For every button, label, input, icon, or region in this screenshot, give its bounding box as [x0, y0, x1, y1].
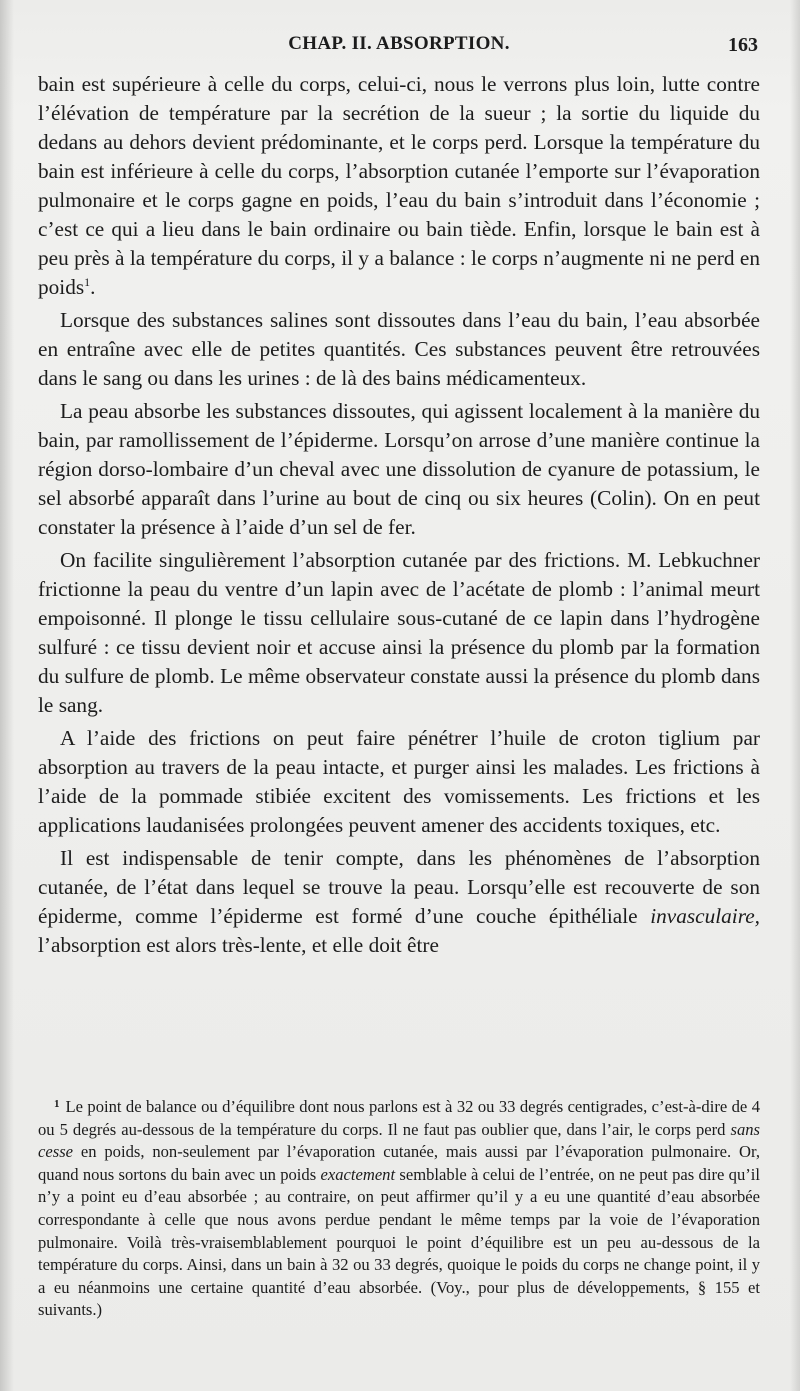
- footnote: [38, 1093, 760, 1322]
- paragraph-continued: [38, 70, 760, 302]
- paragraph-text: bain est supérieure à celle du corps, celui-ci, nous le verrons plus loin, lutte contre l’élévation de température par la secrétion de la sueur ; la sortie du liquide du dedans au dehors devient prédominante, et le corps perd. Lorsque la température du bain est inférieure à celle du corps, l’absorption cutanée l’emporte sur l’évaporation pulmonaire et le corps gagne en poids, l’eau du bain s’introduit dans l’économie ; c’est ce qui a lieu dans le bain ordinaire ou bain tiède. Enfin, lorsque le bain est à peu près à la température du corps, il y a balance : le corps n’augmente ni ne perd en poids: [38, 72, 760, 299]
- footnote-text: Le point de balance ou d’équilibre dont nous parlons est à 32 ou 33 degrés centigrades, c’est-à-dire de 4 ou 5 degrés au-dessous de la température du corps. Il ne faut pas oublier que, dans l’air, le corps perd: [38, 1097, 760, 1139]
- footnote-text: en poids, non-seulement par l’évaporation cutanée, mais aussi par l’évaporation pulmonaire. Or, quand nous sortons du bain avec un poids: [38, 1142, 760, 1184]
- paragraph-saline-substances: Lorsque des substances salines sont dissoutes dans l’eau du bain, l’eau absorbée en entraîne avec elle de petites quantités. Ces substances peuvent être retrouvées dans le sang ou dans les urines : de là des bains médicamenteux.: [38, 308, 760, 390]
- page-number: 163: [728, 34, 758, 56]
- main-text: [38, 70, 760, 964]
- paragraph-skin-state: [38, 844, 760, 960]
- footnote-mark: 1: [54, 1098, 60, 1110]
- paragraph-text: Il est indispensable de tenir compte, dans les phénomènes de l’absorption cutanée, de l’état dans lequel se trouve la peau. Lorsqu’elle est recouverte de son épiderme, comme l’épiderme est formé d’une couche épithéliale: [38, 846, 760, 928]
- paragraph-text-end: l’absorption est alors très-lente, et elle doit être: [38, 933, 439, 957]
- footnote-reference: 1: [84, 275, 91, 289]
- paragraph-end: .: [90, 275, 96, 299]
- running-title: CHAP. II. ABSORPTION.: [288, 33, 510, 54]
- footnote-text: semblable à celui de l’entrée, on ne peut pas dire qu’il n’y a point eu d’eau absorbée ; au contraire, on peut affirmer qu’il y a eu une quantité d’eau absorbée correspondante à celle que nous avons perdue pendant le même temps par la voie de l’évaporation pulmonaire. Voilà très-vraisemblablement pourquoi le point d’équilibre est un peu au-dessous de la température du corps. Ainsi, dans un bain à 32 ou 33 degrés, quoique le poids du corps ne change point, il y a eu néanmoins une certaine quantité d’eau absorbée. (Voy., pour plus de développements, § 155 et suivants.): [38, 1164, 760, 1320]
- footnote-italic: sans cesse: [38, 1119, 760, 1162]
- paragraph-croton-oil: A l’aide des frictions on peut faire pénétrer l’huile de croton tiglium par absorption au travers de la peau intacte, et purger ainsi les malades. Les frictions à l’aide de la pommade stibiée excitent des vomissements. Les frictions et les applications laudanisées prolongées peuvent amener des accidents toxiques, etc.: [38, 726, 760, 837]
- footnote-italic: exactement: [320, 1164, 396, 1184]
- italic-term: invasculaire,: [650, 904, 760, 928]
- paragraph-frictions: On facilite singulièrement l’absorption cutanée par des frictions. M. Lebkuchner frictionne la peau du ventre d’un lapin avec de l’acétate de plomb : l’animal meurt empoisonné. Il plonge le tissu cellulaire sous-cutané de ce lapin dans l’hydrogène sulfuré : ce tissu devient noir et accuse ainsi la présence du plomb par la formation du sulfure de plomb. Le même observateur constate aussi la présence du plomb dans le sang.: [38, 548, 760, 717]
- page-header: [38, 33, 760, 59]
- paragraph-dissolved-substances: La peau absorbe les substances dissoutes, qui agissent localement à la manière du bain, par ramollissement de l’épiderme. Lorsqu’on arrose d’une manière continue la région dorso-lombaire d’un cheval avec une dissolution de cyanure de potassium, le sel absorbé apparaît dans l’urine au bout de cinq ou six heures (Colin). On en peut constater la présence à l’aide d’un sel de fer.: [38, 399, 760, 539]
